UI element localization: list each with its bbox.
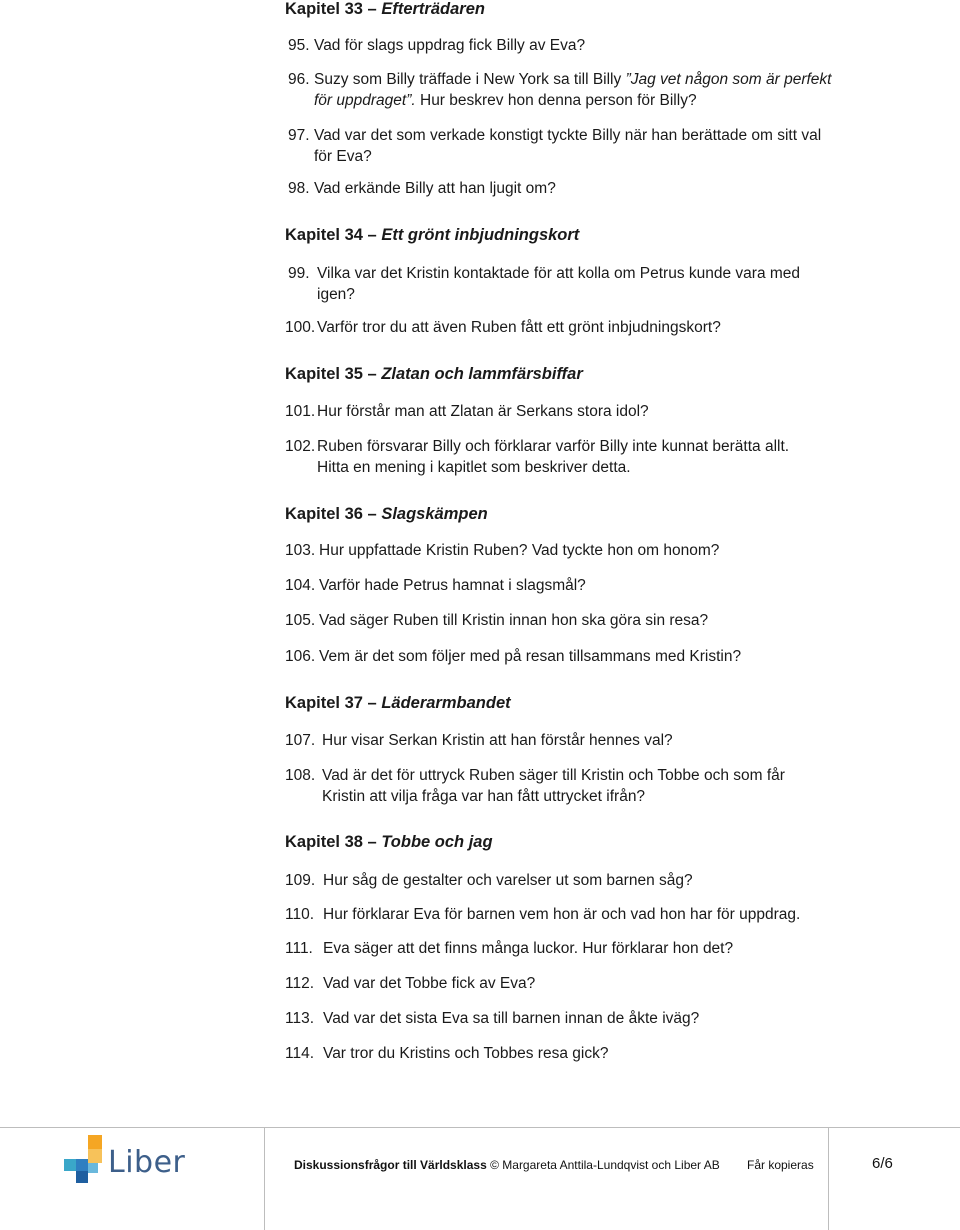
question-text: Hur uppfattade Kristin Ruben? Vad tyckte hon om honom? — [319, 542, 720, 559]
question-number: 98. — [288, 180, 310, 197]
question-number: 114. — [285, 1045, 315, 1062]
question-text: Hur förklarar Eva för barnen vem hon är och vad hon har för uppdrag. — [323, 906, 801, 923]
question-text: Eva säger att det finns många luckor. Hur förklarar hon det? — [323, 940, 734, 957]
question-number: 97. — [288, 127, 310, 144]
book-title: Diskussionsfrågor till Världsklass — [294, 1158, 487, 1172]
question-line: Ruben försvarar Billy och förklarar varför Billy inte kunnat berätta allt. — [317, 438, 790, 455]
question-number: 108. — [285, 767, 316, 784]
chapter-label: Kapitel 35 — [285, 365, 363, 383]
chapter-heading — [285, 694, 511, 713]
chapter-label: Kapitel 33 — [285, 0, 363, 18]
chapter-heading — [285, 505, 488, 524]
question-number: 112. — [285, 975, 315, 992]
question-number: 101. — [285, 403, 316, 420]
question-text: Var tror du Kristins och Tobbes resa gick? — [323, 1045, 609, 1062]
question-text: Vad var det Tobbe fick av Eva? — [323, 975, 536, 992]
chapter-dash: – — [367, 365, 377, 383]
question-text: Varför tror du att även Ruben fått ett grönt inbjudningskort? — [317, 319, 721, 336]
chapter-heading — [285, 0, 485, 19]
question-text: Vad för slags uppdrag fick Billy av Eva? — [314, 37, 586, 54]
chapter-dash: – — [367, 0, 377, 18]
chapter-title: Zlatan och lammfärsbiffar — [381, 365, 583, 383]
question-line: Hitta en mening i kapitlet som beskriver detta. — [317, 459, 631, 476]
question-quote: för uppdraget”. — [314, 92, 416, 109]
page-number: 6/6 — [872, 1155, 893, 1172]
footer-divider-vertical — [828, 1127, 829, 1230]
footer-divider — [0, 1127, 960, 1128]
question-text: Vem är det som följer med på resan tillsammans med Kristin? — [319, 648, 742, 665]
question-text: Vad var det sista Eva sa till barnen innan de åkte iväg? — [323, 1010, 700, 1027]
question-line: Vad är det för uttryck Ruben säger till Kristin och Tobbe och som får — [322, 767, 785, 784]
chapter-label: Kapitel 37 — [285, 694, 363, 712]
chapter-title: Tobbe och jag — [381, 833, 493, 851]
question-line: igen? — [317, 286, 355, 303]
chapter-title: Slagskämpen — [381, 505, 488, 523]
question-text-part: Suzy som Billy träffade i New York sa till Billy — [314, 71, 626, 88]
question-number: 105. — [285, 612, 316, 629]
question-number: 99. — [288, 265, 310, 282]
chapter-heading — [285, 226, 579, 245]
question-line: Vad var det som verkade konstigt tyckte Billy när han berättade om sitt val — [314, 127, 822, 144]
question-text: Vad erkände Billy att han ljugit om? — [314, 180, 556, 197]
chapter-dash: – — [367, 694, 377, 712]
chapter-title: Läderarmbandet — [381, 694, 511, 712]
liber-logo-text: Liber — [108, 1145, 186, 1180]
question-text — [314, 69, 844, 111]
chapter-heading — [285, 833, 493, 852]
chapter-dash: – — [367, 226, 377, 244]
question-text — [317, 436, 847, 478]
chapter-dash: – — [367, 833, 377, 851]
question-quote: ”Jag vet någon som är perfekt — [625, 71, 832, 88]
question-line: Kristin att vilja fråga var han fått uttrycket ifrån? — [322, 788, 646, 805]
question-number: 100. — [285, 319, 316, 336]
question-number: 95. — [288, 37, 310, 54]
question-number: 96. — [288, 71, 310, 88]
question-number: 103. — [285, 542, 316, 559]
copy-note: Får kopieras — [747, 1158, 814, 1172]
question-text-part: Hur beskrev hon denna person för Billy? — [415, 92, 697, 109]
chapter-label: Kapitel 34 — [285, 226, 363, 244]
copyright-text: © Margareta Anttila-Lundqvist och Liber AB — [490, 1158, 720, 1172]
footer-divider-vertical — [264, 1127, 265, 1230]
question-number: 107. — [285, 732, 316, 749]
chapter-label: Kapitel 38 — [285, 833, 363, 851]
question-line: för Eva? — [314, 148, 372, 165]
question-text — [317, 263, 847, 305]
question-text — [322, 765, 852, 807]
question-text — [314, 125, 844, 167]
chapter-title: Efterträdaren — [381, 0, 485, 18]
question-text: Hur såg de gestalter och varelser ut som barnen såg? — [323, 872, 693, 889]
question-number: 110. — [285, 906, 315, 923]
chapter-heading — [285, 365, 583, 384]
question-text: Hur förstår man att Zlatan är Serkans stora idol? — [317, 403, 649, 420]
chapter-dash: – — [367, 505, 377, 523]
question-text: Hur visar Serkan Kristin att han förstår hennes val? — [322, 732, 673, 749]
chapter-title: Ett grönt inbjudningskort — [381, 226, 580, 244]
footer-credit — [294, 1158, 720, 1172]
chapter-label: Kapitel 36 — [285, 505, 363, 523]
question-number: 113. — [285, 1010, 315, 1027]
question-text: Vad säger Ruben till Kristin innan hon ska göra sin resa? — [319, 612, 709, 629]
question-text: Varför hade Petrus hamnat i slagsmål? — [319, 577, 586, 594]
question-line: Vilka var det Kristin kontaktade för att kolla om Petrus kunde vara med — [317, 265, 801, 282]
question-number: 104. — [285, 577, 316, 594]
question-number: 102. — [285, 438, 316, 455]
question-number: 111. — [285, 940, 313, 957]
question-number: 106. — [285, 648, 316, 665]
question-number: 109. — [285, 872, 316, 889]
